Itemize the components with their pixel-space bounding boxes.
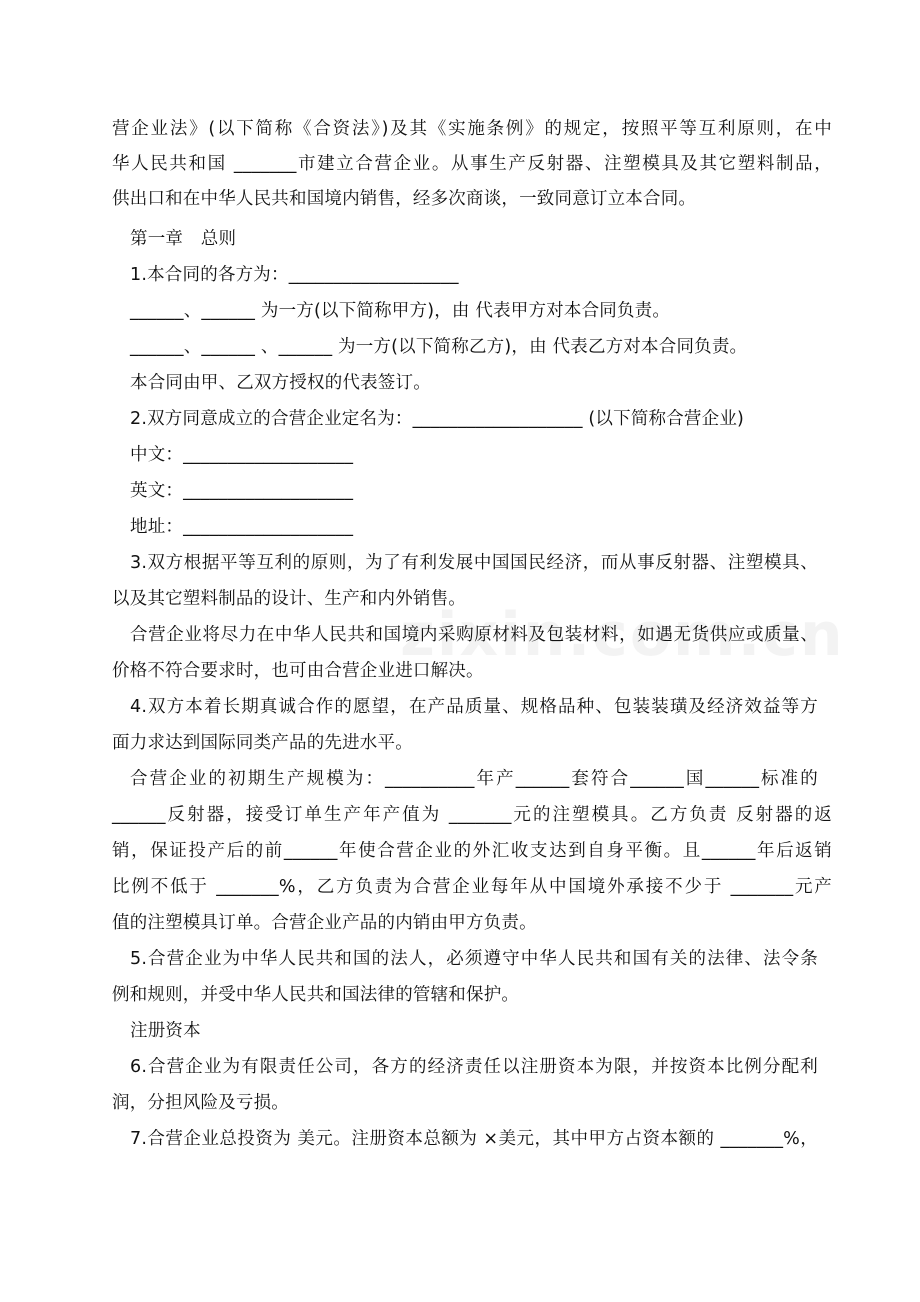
- paragraph-line: 例和规则，并受中华人民共和国法律的管辖和保护。: [112, 985, 520, 1005]
- field-line-address: 地址：___________________: [130, 517, 354, 537]
- paragraph-line: 华人民共和国 _______市建立合营企业。从事生产反射器、注塑模具及其它塑料制品，: [112, 154, 832, 174]
- paragraph-line: 合营企业将尽力在中华人民共和国境内采购原材料及包装材料，如遇无货供应或质量、: [130, 625, 818, 645]
- paragraph-line: 以及其它塑料制品的设计、生产和内外销售。: [112, 589, 466, 609]
- paragraph-line: 合营企业的初期生产规模为：__________年产______套符合______国______标准的: [130, 769, 818, 789]
- field-line-english-name: 英文：___________________: [130, 481, 354, 501]
- paragraph-line: 值的注塑模具订单。合营企业产品的内销由甲方负责。: [112, 913, 537, 933]
- paragraph-line: 5.合营企业为中华人民共和国的法人，必须遵守中华人民共和国有关的法律、法令条: [130, 949, 818, 969]
- paragraph-line: 3.双方根据平等互利的原则，为了有利发展中国国民经济，而从事反射器、注塑模具、: [130, 553, 818, 573]
- section-heading: 注册资本: [130, 1021, 201, 1041]
- paragraph-line: 6.合营企业为有限责任公司，各方的经济责任以注册资本为限，并按资本比例分配利: [130, 1057, 818, 1077]
- paragraph-line: 供出口和在中华人民共和国境内销售，经多次商谈，一致同意订立本合同。: [112, 189, 697, 209]
- paragraph-line: 营企业法》(以下简称《合资法》)及其《实施条例》的规定，按照平等互利原则，在中: [112, 119, 832, 139]
- field-line-chinese-name: 中文：___________________: [130, 445, 354, 465]
- paragraph-line: 2.双方同意成立的合营企业定名为：___________________ (以下简称合营企业): [130, 409, 745, 429]
- paragraph-line: 润，分担风险及亏损。: [112, 1093, 289, 1113]
- paragraph-line: 7.合营企业总投资为 美元。注册资本总额为 ×美元，其中甲方占资本额的 _______%，: [130, 1129, 818, 1149]
- paragraph-line: ______反射器，接受订单生产年产值为 _______元的注塑模具。乙方负责 反射器的返: [112, 805, 832, 825]
- paragraph-line: 面力求达到国际同类产品的先进水平。: [112, 733, 413, 753]
- paragraph-line: 价格不符合要求时，也可由合营企业进口解决。: [112, 661, 484, 681]
- paragraph-line: ______、______ 为一方(以下简称甲方)，由 代表甲方对本合同负责。: [130, 301, 671, 321]
- chapter-heading: 第一章 总则: [130, 229, 237, 249]
- paragraph-line: 本合同由甲、乙双方授权的代表签订。: [130, 373, 431, 393]
- paragraph-line: 销，保证投产后的前______年使合营企业的外汇收支达到自身平衡。且______年后返销: [112, 841, 832, 861]
- paragraph-line: 4.双方本着长期真诚合作的愿望，在产品质量、规格品种、包装装璜及经济效益等方: [130, 697, 818, 717]
- paragraph-line: 1.本合同的各方为：___________________: [130, 265, 459, 285]
- paragraph-line: 比例不低于 _______%，乙方负责为合营企业每年从中国境外承接不少于 _______元产: [112, 877, 832, 897]
- paragraph-line: ______、______ 、______ 为一方(以下简称乙方)，由 代表乙方对本合同负责。: [130, 337, 748, 357]
